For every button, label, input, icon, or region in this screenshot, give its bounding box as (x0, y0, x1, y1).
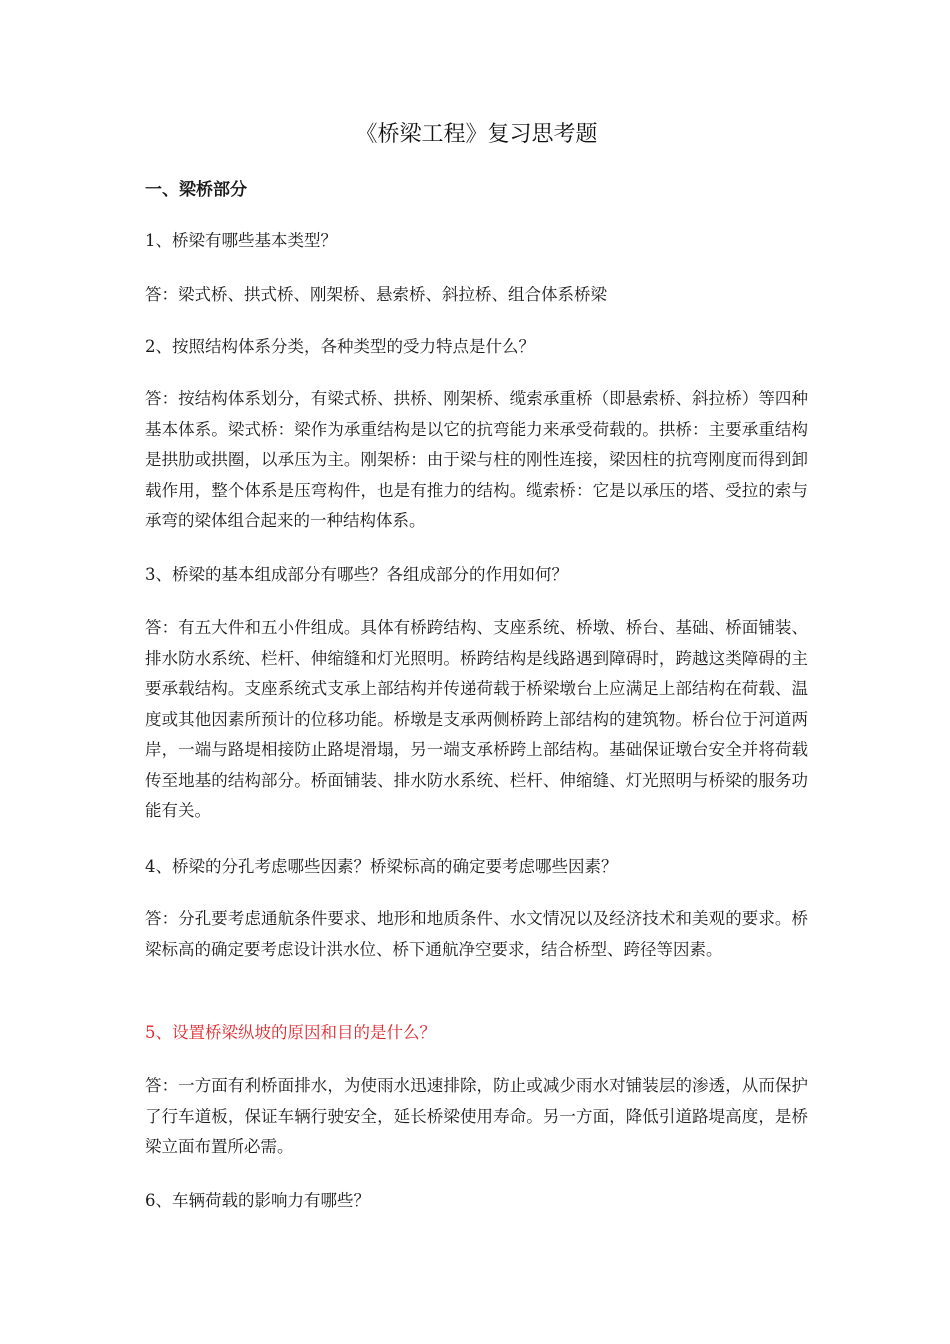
question-2: 2、按照结构体系分类，各种类型的受力特点是什么？ (145, 337, 535, 356)
answer-4: 答：分孔要考虑通航条件要求、地形和地质条件、水文情况以及经济技术和美观的要求。桥梁标高的确定要考虑设计洪水位、桥下通航净空要求，结合桥型、跨径等因素。 (145, 909, 808, 959)
document-title: 《桥梁工程》复习思考题 (355, 122, 598, 147)
answer-3: 答：有五大件和五小件组成。具体有桥跨结构、支座系统、桥墩、桥台、基础、桥面铺装、排水防水系统、栏杆、伸缩缝和灯光照明。桥跨结构是线路遇到障碍时，跨越这类障碍的主要承载结构。支座系统式支承上部结构并传递荷载于桥梁墩台上应满足上部结构在荷载、温度或其他因素所预计的位移功能。桥墩是支承两侧桥跨上部结构的建筑物。桥台位于河道两岸，一端与路堤相接防止路堤滑塌，另一端支承桥跨上部结构。基础保证墩台安全并将荷载传至地基的结构部分。桥面铺装、排水防水系统、栏杆、伸缩缝、灯光照明与桥梁的服务功能有关。 (145, 618, 808, 820)
question-6: 6、车辆荷载的影响力有哪些？ (145, 1191, 370, 1210)
question-5: 5、设置桥梁纵坡的原因和目的是什么？ (145, 1023, 436, 1042)
answer-2: 答：按结构体系划分，有梁式桥、拱桥、刚架桥、缆索承重桥（即悬索桥、斜拉桥）等四种基本体系。梁式桥：梁作为承重结构是以它的抗弯能力来承受荷载的。拱桥：主要承重结构是拱肋或拱圈，以承压为主。刚架桥：由于梁与柱的刚性连接，梁因柱的抗弯刚度而得到卸载作用，整个体系是压弯构件，也是有推力的结构。缆索桥：它是以承压的塔、受拉的索与承弯的梁体组合起来的一种结构体系。 (145, 389, 808, 530)
section-heading: 一、梁桥部分 (145, 180, 247, 200)
question-4: 4、桥梁的分孔考虑哪些因素？桥梁标高的确定要考虑哪些因素？ (145, 857, 618, 876)
question-3: 3、桥梁的基本组成部分有哪些？各组成部分的作用如何？ (145, 565, 568, 584)
question-1: 1、桥梁有哪些基本类型？ (145, 231, 337, 250)
answer-5: 答：一方面有利桥面排水，为使雨水迅速排除，防止或减少雨水对铺装层的渗透，从而保护了行车道板，保证车辆行驶安全，延长桥梁使用寿命。另一方面，降低引道路堤高度，是桥梁立面布置所必需。 (145, 1076, 808, 1156)
answer-1: 答：梁式桥、拱式桥、刚架桥、悬索桥、斜拉桥、组合体系桥梁 (145, 285, 607, 304)
